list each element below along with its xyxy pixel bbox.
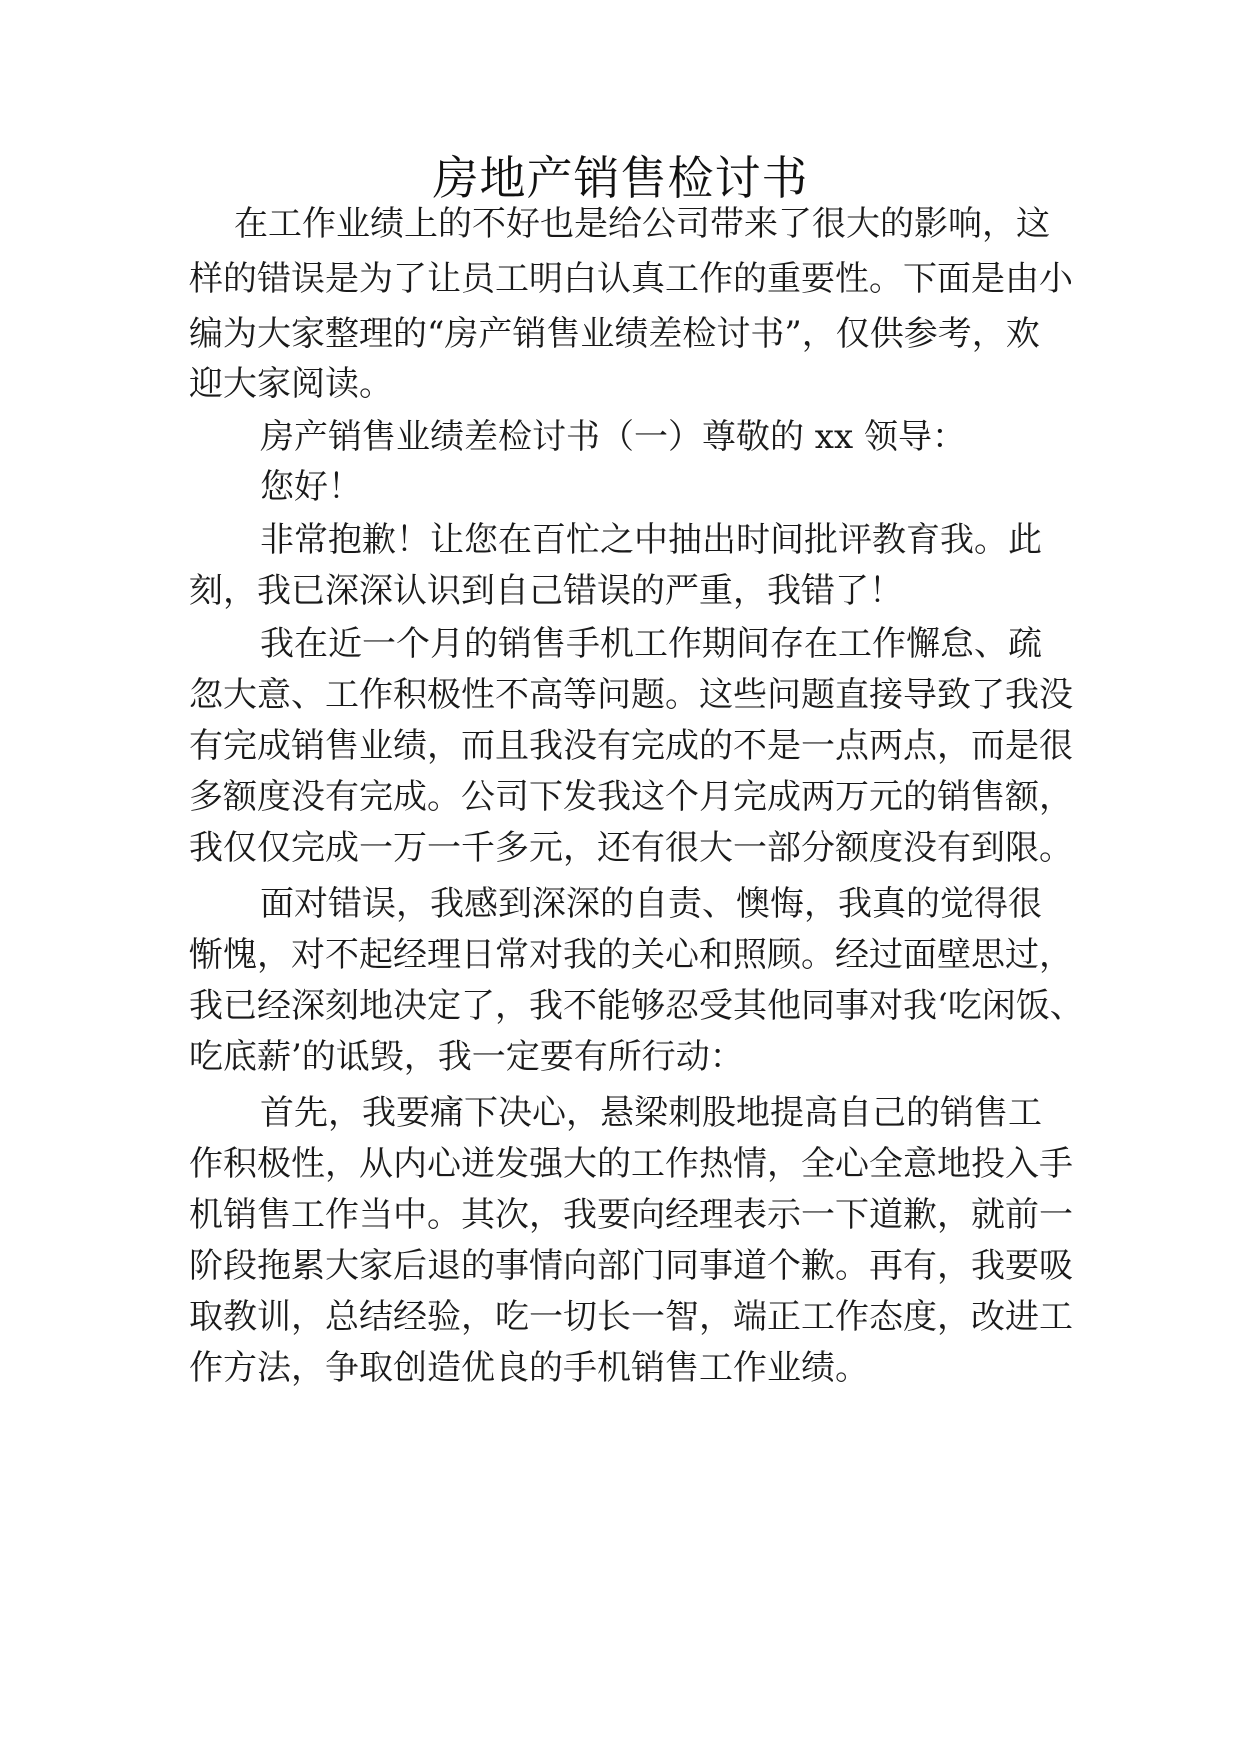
body-line: 刻，我已深深认识到自己错误的严重，我错了！	[189, 571, 903, 611]
document-title: 房地产销售检讨书	[432, 151, 809, 205]
body-line: 在工作业绩上的不好也是给公司带来了很大的影响，这	[234, 204, 1050, 244]
body-line: 忽大意、工作积极性不高等问题。这些问题直接导致了我没	[189, 675, 1073, 715]
body-line: 机销售工作当中。其次，我要向经理表示一下道歉，就前一	[189, 1195, 1073, 1235]
body-line: 您好！	[260, 467, 362, 507]
body-line: 房产销售业绩差检讨书（一）尊敬的 xx 领导：	[260, 417, 966, 457]
body-line: 样的错误是为了让员工明白认真工作的重要性。下面是由小	[189, 259, 1073, 299]
body-line: 多额度没有完成。公司下发我这个月完成两万元的销售额，	[189, 777, 1073, 817]
body-line: 吃底薪’的诋毁，我一定要有所行动：	[189, 1037, 744, 1077]
body-line: 非常抱歉！让您在百忙之中抽出时间批评教育我。此	[260, 520, 1042, 560]
body-line: 面对错误，我感到深深的自责、懊悔，我真的觉得很	[260, 884, 1042, 924]
body-line: 作积极性，从内心迸发强大的工作热情，全心全意地投入手	[189, 1144, 1073, 1184]
body-line: 编为大家整理的“房产销售业绩差检讨书”，仅供参考，欢	[189, 314, 1040, 354]
body-line: 有完成销售业绩，而且我没有完成的不是一点两点，而是很	[189, 726, 1073, 766]
body-line: 惭愧，对不起经理日常对我的关心和照顾。经过面壁思过，	[189, 935, 1073, 975]
body-line: 我在近一个月的销售手机工作期间存在工作懈怠、疏	[260, 624, 1042, 664]
body-line: 作方法，争取创造优良的手机销售工作业绩。	[189, 1348, 869, 1388]
body-line: 我仅仅完成一万一千多元，还有很大一部分额度没有到限。	[189, 828, 1073, 868]
body-line: 迎大家阅读。	[189, 364, 393, 404]
body-line: 首先，我要痛下决心，悬梁刺股地提高自己的销售工	[260, 1093, 1042, 1133]
body-line: 取教训，总结经验，吃一切长一智，端正工作态度，改进工	[189, 1297, 1073, 1337]
body-line: 我已经深刻地决定了，我不能够忍受其他同事对我‘吃闲饭、	[189, 986, 1084, 1026]
body-line: 阶段拖累大家后退的事情向部门同事道个歉。再有，我要吸	[189, 1246, 1073, 1286]
